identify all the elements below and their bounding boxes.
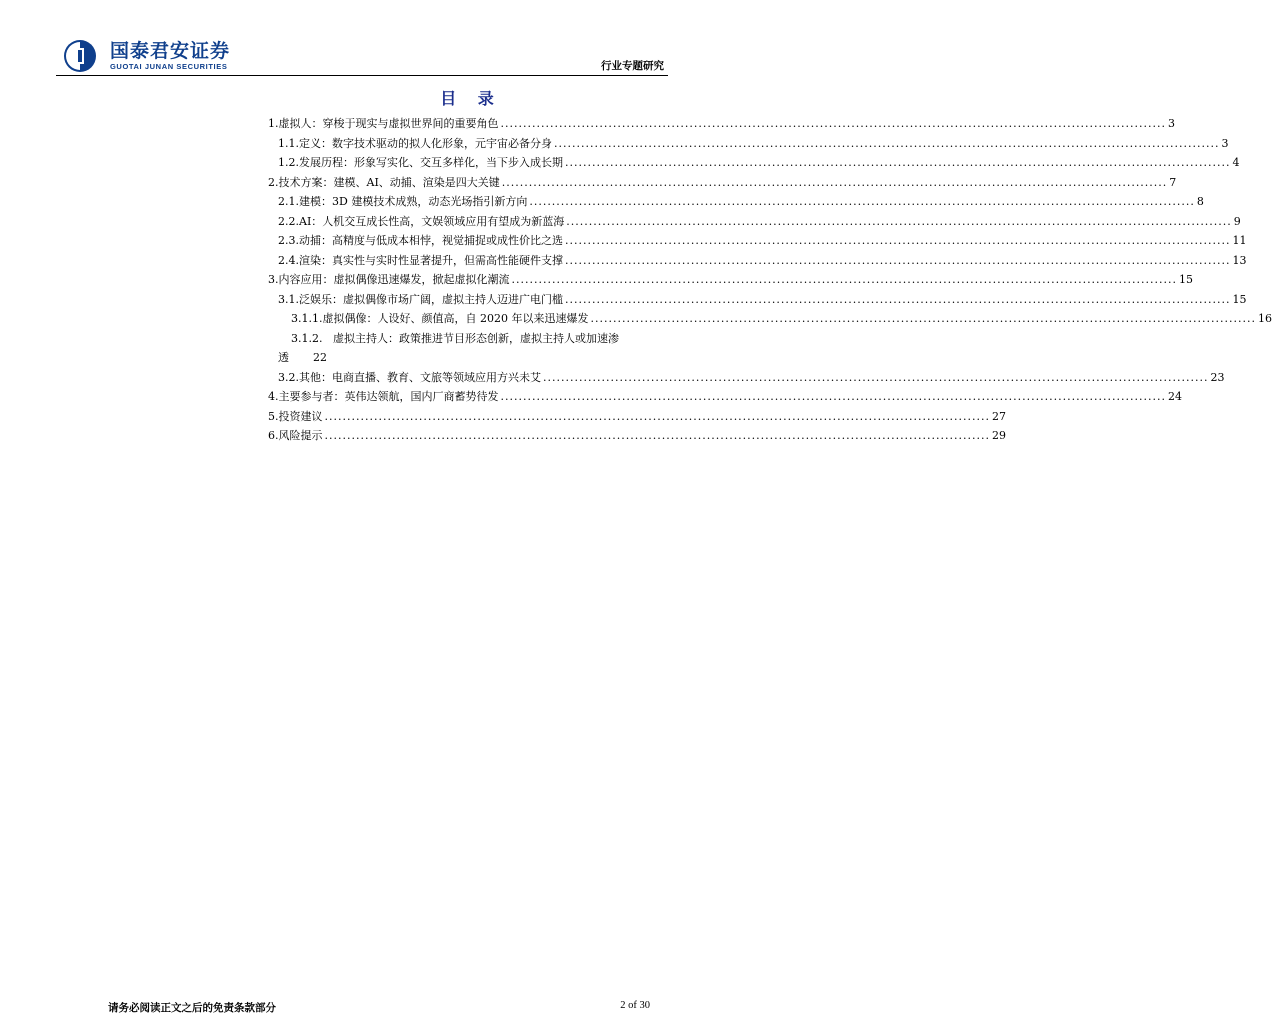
- toc-entry[interactable]: [262, 134, 1229, 154]
- toc-dot-leader: [543, 368, 1209, 388]
- toc-entry-page: 3: [1168, 117, 1175, 130]
- toc-entry-number: 3.2.: [278, 370, 299, 384]
- toc-entry-number: 2.4.: [278, 253, 299, 267]
- toc-entry[interactable]: [262, 251, 1247, 271]
- toc-entry[interactable]: [262, 173, 1177, 193]
- toc-entry-number: 3.1.2.: [291, 331, 323, 345]
- toc-entry-number: 2.: [268, 175, 279, 189]
- guotai-junan-logo-icon: [58, 39, 102, 73]
- toc-title: 目 录: [440, 89, 502, 108]
- toc-dot-leader: [325, 407, 991, 427]
- logo-english-name: GUOTAI JUNAN SECURITIES: [110, 62, 228, 71]
- toc-entry[interactable]: [262, 270, 1193, 290]
- toc-entry-number: 2.2.: [278, 214, 299, 228]
- toc-entry-number: 2.1.: [278, 195, 299, 208]
- toc-entry[interactable]: [262, 368, 1225, 388]
- toc-entry[interactable]: [262, 192, 1204, 212]
- toc-entry-text: 虚拟人：穿梭于现实与虚拟世界间的重要角色: [278, 117, 499, 130]
- toc-dot-leader: [501, 387, 1167, 407]
- toc-dot-leader: [591, 309, 1257, 329]
- toc-entry[interactable]: [262, 309, 1272, 329]
- toc-title-wrap: [0, 86, 724, 109]
- toc-entry-text: 技术方案：建模、AI、动捕、渲染是四大关键: [278, 175, 500, 189]
- toc-entry-page: 16: [1258, 312, 1272, 325]
- toc-entry[interactable]: [262, 426, 1006, 446]
- report-type-label: 行业专题研究: [601, 60, 664, 72]
- toc-entry-text: 内容应用：虚拟偶像迅速爆发，掀起虚拟化潮流: [278, 273, 510, 286]
- footer-disclaimer: 请务必阅读正文之后的免责条款部分: [108, 1002, 276, 1014]
- toc-entry-text: AI：人机交互成长性高，文娱领域应用有望成为新蓝海: [299, 214, 565, 228]
- toc-entry[interactable]: [262, 329, 662, 349]
- toc-entry-page: 8: [1196, 195, 1204, 208]
- logo-chinese-name: 国泰君安证券: [110, 40, 231, 62]
- toc-entry-page: 4: [1232, 156, 1240, 169]
- toc-entry-number: 1.2.: [278, 156, 299, 169]
- toc-entry[interactable]: [262, 387, 1182, 407]
- toc-dot-leader: [565, 251, 1231, 271]
- toc-dot-leader: [565, 290, 1231, 310]
- toc-entry-text: 泛娱乐：虚拟偶像市场广阔，虚拟主持人迈进广电门槛: [299, 292, 563, 306]
- toc-entry[interactable]: [262, 212, 1241, 232]
- toc-entry-page: 13: [1232, 253, 1247, 267]
- toc-entry-text: 风险提示: [278, 429, 323, 442]
- toc-entry-page: 24: [1168, 390, 1182, 403]
- toc-dot-leader: [325, 426, 991, 446]
- toc-entry-number: 1.: [268, 117, 279, 130]
- toc-entry-page: 7: [1169, 175, 1177, 189]
- toc-entry[interactable]: [262, 290, 1247, 310]
- toc-entry-number: 4.: [268, 390, 279, 403]
- toc-entry-text: 建模：3D 建模技术成熟，动态光场指引新方向: [299, 195, 528, 208]
- toc-entry-page: 15: [1232, 292, 1247, 306]
- page-number: 2 of 30: [620, 1000, 650, 1011]
- toc-entry-page: 9: [1233, 214, 1241, 228]
- toc-dot-leader: [565, 231, 1231, 251]
- toc-dot-leader: [565, 153, 1231, 173]
- toc-entry-number: 5.: [268, 409, 279, 423]
- toc-entry-text: 渲染：真实性与实时性显著提升，但需高性能硬件支撑: [299, 253, 563, 267]
- toc-entry-text-continued: 透: [278, 351, 289, 364]
- toc-entry-text: 投资建议: [278, 409, 323, 423]
- toc-entry-text: 虚拟主持人：政策推进节目形态创新，虚拟主持人或加速渗: [333, 331, 619, 345]
- header-divider: [56, 75, 668, 76]
- toc-dot-leader: [501, 114, 1167, 134]
- toc-entry-number: 3.1.1.: [291, 312, 323, 325]
- toc-entry-text: 定义：数字技术驱动的拟人化形象，元宇宙必备分身: [299, 136, 552, 150]
- toc-entry-text: 主要参与者：英伟达领航，国内厂商蓄势待发: [278, 390, 499, 403]
- toc-entry-continuation[interactable]: [262, 348, 662, 368]
- toc-entry[interactable]: [262, 407, 1006, 427]
- toc-dot-leader: [529, 192, 1195, 212]
- toc-entry[interactable]: [262, 153, 1240, 173]
- toc-dot-leader: [554, 134, 1220, 154]
- toc-entry-page: 11: [1232, 234, 1247, 247]
- toc-entry-page: 29: [992, 429, 1006, 442]
- toc-entry-number: 2.3.: [278, 234, 299, 247]
- toc-dot-leader: [566, 212, 1232, 232]
- toc-entry[interactable]: [262, 231, 1247, 251]
- toc-entry-page: 15: [1179, 273, 1193, 286]
- company-logo: [58, 39, 230, 73]
- toc-dot-leader: [512, 270, 1178, 290]
- toc-entry-text: 动捕：高精度与低成本相悖，视觉捕捉或成性价比之选: [299, 234, 563, 247]
- toc-entry-number: 1.1.: [278, 136, 299, 150]
- toc-entry-page: 27: [992, 409, 1006, 423]
- toc-entry[interactable]: [262, 114, 1175, 134]
- toc-dot-leader: [502, 173, 1168, 193]
- toc-entry-number: 3.: [268, 273, 279, 286]
- toc-entry-number: 6.: [268, 429, 279, 442]
- toc-entry-text: 其他：电商直播、教育、文旅等领域应用方兴未艾: [299, 370, 541, 384]
- toc-entry-page: 22: [313, 351, 327, 364]
- toc-entry-number: 3.1.: [278, 292, 299, 306]
- toc-entry-text: 虚拟偶像：人设好、颜值高，自 2020 年以来迅速爆发: [322, 312, 589, 325]
- toc-entry-page: 23: [1210, 370, 1225, 384]
- table-of-contents: [262, 114, 1272, 446]
- toc-entry-page: 3: [1221, 136, 1229, 150]
- toc-entry-text: 发展历程：形象写实化、交互多样化，当下步入成长期: [299, 156, 563, 169]
